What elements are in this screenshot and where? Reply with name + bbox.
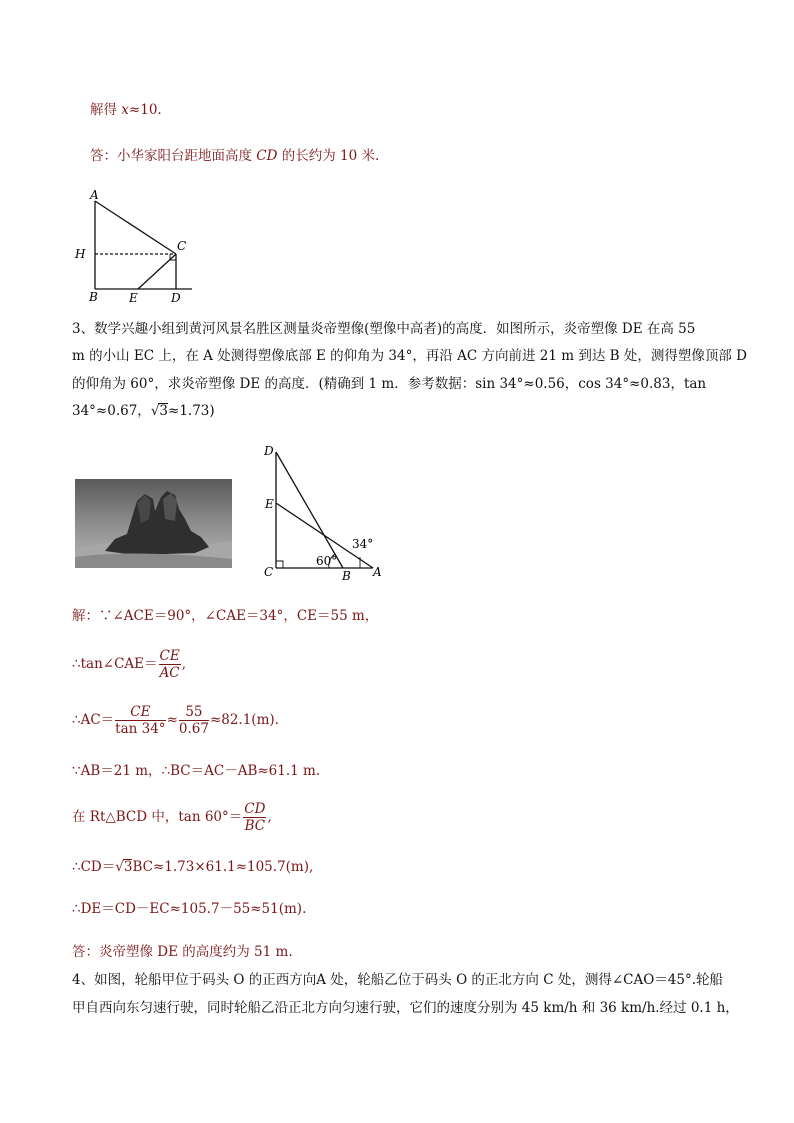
solution-answer: 答：炎帝塑像 DE 的高度约为 51 m. — [72, 944, 293, 960]
label-E: E — [265, 497, 274, 511]
solution-line6 — [72, 858, 313, 876]
comma: , — [181, 656, 186, 672]
figure-statue-diagram — [256, 440, 396, 585]
problem3-line4 — [72, 402, 215, 420]
problem3-line3: 的仰角为 60°，求炎帝塑像 DE 的高度．(精确到 1 m．参考数据：sin 34°≈0.56，cos 34°≈0.83，tan — [72, 376, 707, 392]
solution-line3 — [72, 704, 279, 737]
rt-prefix: 在 Rt△BCD 中，tan 60°＝ — [72, 809, 243, 825]
fraction-numerator: CE — [159, 648, 180, 664]
tan-prefix: ∴tan∠CAE＝ — [72, 656, 158, 672]
angle-label-60: 60° — [316, 554, 338, 568]
answer-prefix: 答：小华家阳台距地面高度 — [90, 148, 257, 164]
problem4-line2: 甲自西向东匀速行驶，同时轮船乙沿正北方向匀速行驶，它们的速度分别为 45 km/h 和 36 km/h.经过 0.1 h， — [72, 1000, 739, 1016]
cd-prefix: ∴CD＝ — [72, 859, 116, 875]
line-AC — [95, 201, 176, 254]
statue-photo — [75, 479, 232, 568]
fraction-denominator: BC — [244, 818, 266, 834]
approx-sign: ≈ — [166, 712, 178, 728]
sqrt-sign: √ — [115, 859, 124, 875]
right-angle-mark — [276, 561, 283, 568]
solve-line — [90, 101, 162, 119]
solution-line5 — [72, 801, 272, 834]
fraction-ce-ac — [159, 648, 181, 681]
label-B: B — [89, 290, 98, 304]
label-H: H — [75, 247, 86, 261]
fraction-denominator: tan 34° — [115, 721, 166, 737]
label-D: D — [264, 444, 274, 458]
label-C: C — [177, 239, 187, 253]
label-D: D — [171, 291, 181, 305]
label-A: A — [373, 565, 382, 579]
solve-prefix: 解得 — [90, 102, 122, 118]
problem4-line1: 4、如图，轮船甲位于码头 O 的正西方向A 处，轮船乙位于码头 O 的正北方向 C 处，测得∠CAO＝45°.轮船 — [72, 972, 724, 988]
label-C: C — [264, 565, 274, 579]
problem3-line1: 3、数学兴趣小组到黄河风景名胜区测量炎帝塑像(塑像中高者)的高度．如图所示，炎帝塑像 DE 在高 55 — [72, 321, 696, 337]
fraction-numerator: 55 — [179, 704, 209, 721]
solution-line2 — [72, 648, 186, 681]
answer-variable: CD — [256, 148, 278, 164]
comma: , — [267, 809, 272, 825]
answer-rest: 的长约为 10 米. — [277, 148, 380, 164]
label-E: E — [129, 291, 138, 305]
fraction-denominator: AC — [159, 665, 180, 681]
ac-result: ≈82.1(m). — [209, 712, 279, 728]
label-B: B — [342, 569, 351, 583]
problem3-line2: m 的小山 EC 上，在 A 处测得塑像底部 E 的仰角为 34°，再沿 AC 方向前进 21 m 到达 B 处，测得塑像顶部 D — [72, 348, 747, 364]
fraction-cd-bc — [243, 801, 266, 834]
fraction-55-067 — [179, 704, 209, 737]
solution-line4: ∵AB＝21 m，∴BC＝AC－AB≈61.1 m. — [72, 763, 321, 779]
solve-variable: x — [121, 102, 129, 118]
answer-line — [90, 147, 379, 165]
solve-result: ≈10. — [128, 102, 162, 118]
fraction-ce-tan34 — [115, 704, 165, 737]
problem3-line4-start: 34°≈0.67， — [72, 403, 151, 419]
ac-prefix: ∴AC＝ — [72, 712, 115, 728]
solution-line7: ∴DE＝CD－EC≈105.7－55≈51(m). — [72, 901, 307, 917]
angle-label-34: 34° — [352, 537, 374, 551]
label-A: A — [90, 188, 99, 202]
sqrt-radicand: 3 — [159, 403, 169, 419]
figure-building-diagram — [70, 186, 200, 306]
sqrt-radicand: 3 — [123, 859, 133, 875]
fraction-denominator: 0.67 — [178, 721, 209, 737]
cd-result: BC≈1.73×61.1≈105.7(m), — [132, 859, 314, 875]
problem3-line4-end: ≈1.73) — [168, 403, 215, 419]
solution-line1: 解：∵∠ACE＝90°，∠CAE＝34°，CE＝55 m， — [72, 608, 379, 624]
fraction-numerator: CD — [244, 801, 266, 817]
fraction-numerator: CE — [115, 704, 165, 721]
sqrt-sign: √ — [150, 403, 160, 419]
